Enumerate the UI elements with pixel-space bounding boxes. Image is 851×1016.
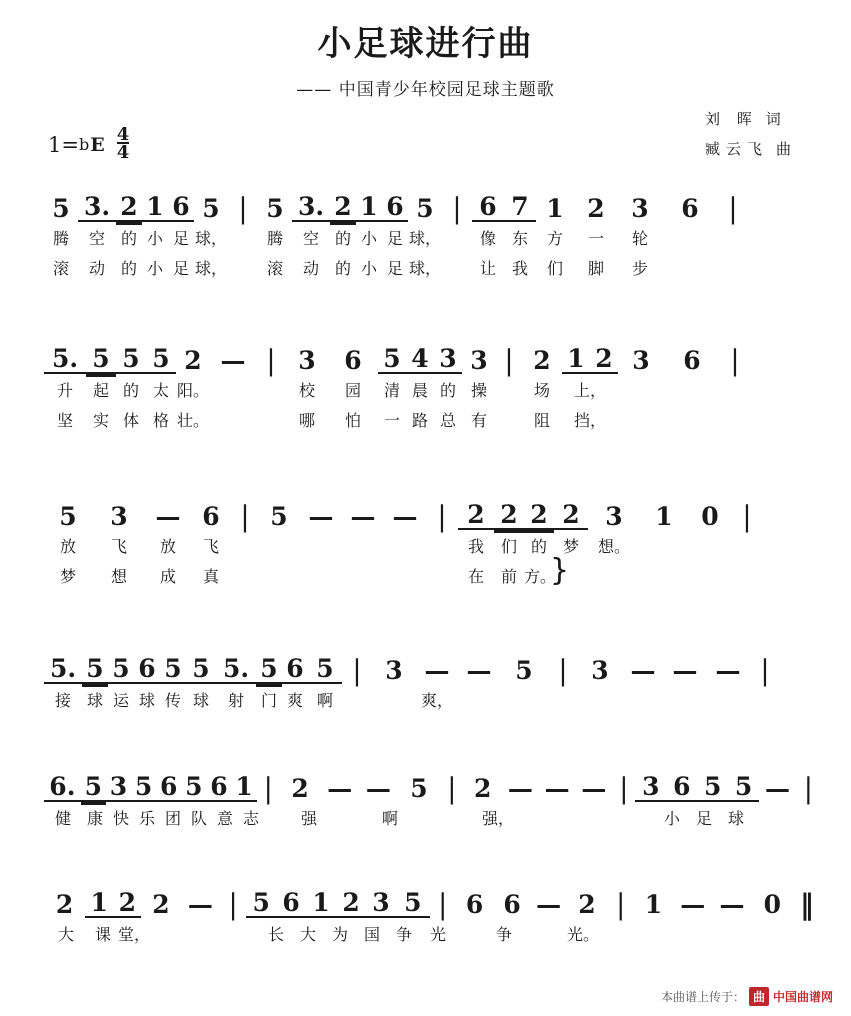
lyric-syllable: 坚 — [56, 410, 73, 430]
note: 2 — [152, 890, 170, 919]
lyric-syllable: 队 — [190, 808, 207, 828]
note: 6 — [683, 346, 701, 375]
lyric-syllable: 强， — [481, 808, 514, 828]
note: 6 — [666, 774, 697, 802]
barline: | — [730, 344, 740, 377]
note: 5 — [697, 774, 728, 802]
lyric-syllable: 方 — [546, 228, 563, 248]
lyric-syllable: 阻 — [533, 410, 550, 430]
watermark-logo-icon: 曲 — [749, 987, 769, 1006]
lyric-syllable: 小 — [663, 808, 680, 828]
note: 1 — [231, 774, 256, 802]
lyric-syllable: 为 — [331, 924, 348, 944]
lyric-syllable: 们 — [546, 258, 563, 278]
note: 5 — [146, 346, 176, 374]
note: 5 — [81, 774, 106, 802]
lyric-syllable: 球 — [86, 690, 103, 710]
note: 3 — [470, 346, 488, 375]
lyric-syllable: 大 — [57, 924, 74, 944]
lyric-syllable: 想 — [110, 566, 127, 586]
lyric-syllable: 太 — [152, 380, 169, 400]
lyric-row-verse1 — [0, 918, 851, 948]
note: 6 — [168, 194, 194, 222]
lyric-syllable: 足 — [386, 258, 403, 278]
notes-row — [0, 328, 851, 377]
lyric-syllable: 场 — [533, 380, 550, 400]
lyric-syllable: 志 — [242, 808, 259, 828]
lyric-syllable: 操 — [470, 380, 487, 400]
note: — — [507, 774, 533, 803]
lyric-syllable: 足 — [695, 808, 712, 828]
lyric-syllable: 起 — [92, 380, 109, 400]
note: 2 — [590, 346, 618, 374]
note: 5 — [270, 502, 288, 531]
lyric-syllable: 格 — [152, 410, 169, 430]
note: — — [630, 656, 656, 685]
lyric-syllable: 球 — [192, 690, 209, 710]
note: 0 — [701, 502, 719, 531]
lyric-syllable: 球 — [727, 808, 744, 828]
lyric-syllable: 我 — [511, 258, 528, 278]
music-system-3 — [0, 484, 851, 590]
barline: | — [228, 888, 238, 921]
credit-role: 词 — [765, 110, 781, 128]
note: — — [536, 890, 562, 919]
barline: | — [760, 654, 770, 687]
lyric-syllable: 啊 — [381, 808, 398, 828]
lyric-syllable: 的 — [439, 380, 456, 400]
lyric-syllable: 的 — [120, 258, 137, 278]
sheet-music-page — [0, 16, 851, 1016]
notes-row — [0, 756, 851, 805]
barline: | — [452, 192, 462, 225]
lyric-row-verse1 — [0, 802, 851, 832]
note: 5 — [108, 656, 134, 684]
lyric-syllable: 爽， — [420, 690, 453, 710]
music-system-4 — [0, 638, 851, 714]
note: 2 — [533, 346, 551, 375]
lyric-syllable: 的 — [120, 228, 137, 248]
lyric-syllable: 接 — [54, 690, 71, 710]
lyric-syllable: 小 — [146, 258, 163, 278]
key-signature — [48, 124, 130, 163]
barline: | — [266, 344, 276, 377]
note: 2 — [474, 774, 492, 803]
note: 6 — [382, 194, 408, 222]
lyric-syllable: 健 — [54, 808, 71, 828]
note: 2 — [116, 194, 142, 222]
lyric-syllable: 前 — [500, 566, 517, 586]
note: 1 — [142, 194, 168, 222]
flat-symbol: b — [78, 135, 90, 154]
lyric-syllable: 长 — [267, 924, 284, 944]
lyric-syllable: 放 — [159, 536, 176, 556]
note: 6. — [44, 774, 81, 802]
lyric-row-verse1 — [0, 374, 851, 404]
lyric-syllable: 小 — [360, 228, 377, 248]
note: 5 — [181, 774, 206, 802]
lyric-syllable: 在 — [467, 566, 484, 586]
page-title: 小足球进行曲 — [317, 24, 534, 64]
note: 5 — [728, 774, 759, 802]
note: 6 — [681, 194, 699, 223]
note: 5 — [160, 656, 186, 684]
lyric-row-verse2: 梦 想 成 真 在 前 方。 } — [0, 560, 851, 590]
lyric-syllable: 团 — [164, 808, 181, 828]
note: — — [466, 656, 492, 685]
lyric-syllable: 空 — [302, 228, 319, 248]
barline: | — [352, 654, 362, 687]
note: 1 — [85, 890, 113, 918]
note: — — [155, 502, 181, 531]
note: 5 — [116, 346, 146, 374]
barline: | — [447, 772, 457, 805]
lyric-syllable: 哪 — [298, 410, 315, 430]
note: 3. — [78, 194, 116, 222]
music-system-5 — [0, 756, 851, 832]
lyric-syllable: 路 — [411, 410, 428, 430]
barline: | — [438, 888, 448, 921]
lyric-syllable: 啊 — [316, 690, 333, 710]
lyric-syllable: 国 — [363, 924, 380, 944]
note: 5. — [44, 656, 82, 684]
note: 3. — [292, 194, 330, 222]
note: 6 — [206, 774, 231, 802]
lyric-syllable: 梦 — [59, 566, 76, 586]
barline: | — [263, 772, 273, 805]
note: 5 — [59, 502, 77, 531]
note: 5 — [52, 194, 70, 223]
lyric-syllable: 堂， — [118, 924, 151, 944]
time-signature — [116, 124, 130, 163]
note: 5 — [131, 774, 156, 802]
lyric-syllable: 升 — [56, 380, 73, 400]
credit-role: 曲 — [775, 140, 791, 158]
note: 6 — [276, 890, 306, 918]
note: 3 — [110, 502, 128, 531]
lyric-syllable: 的 — [334, 258, 351, 278]
watermark — [661, 987, 833, 1006]
note: 2 — [578, 890, 596, 919]
credit-lyricist — [705, 104, 791, 134]
lyric-syllable: 飞 — [202, 536, 219, 556]
lyric-syllable: 实 — [92, 410, 109, 430]
lyric-syllable: 成 — [159, 566, 176, 586]
note: 6 — [465, 890, 484, 919]
note: 5 — [308, 656, 342, 684]
note: 3 — [106, 774, 131, 802]
note: — — [672, 656, 698, 685]
lyric-syllable: 射 — [227, 690, 244, 710]
barline: | — [615, 888, 626, 921]
note: 5 — [246, 890, 276, 918]
lyric-syllable: 晨 — [411, 380, 428, 400]
note: 1 — [655, 502, 673, 531]
note: 3 — [298, 346, 316, 375]
lyric-syllable: 想。 — [597, 536, 630, 556]
barline: | — [558, 654, 568, 687]
note: 6 — [503, 890, 521, 919]
barline: | — [728, 192, 738, 225]
note: 5 — [396, 890, 430, 918]
lyric-syllable: 球， — [194, 228, 227, 248]
notes-row — [0, 484, 851, 533]
lyric-row-verse2 — [0, 404, 851, 434]
barline: | — [803, 772, 814, 805]
note: 2 — [494, 502, 524, 530]
lyric-row-verse1 — [0, 530, 851, 560]
barline: | — [619, 772, 629, 805]
lyric-syllable: 光 — [429, 924, 446, 944]
note: 1 — [306, 890, 336, 918]
barline: | — [504, 344, 514, 377]
lyric-syllable: 总 — [439, 410, 456, 430]
lyric-syllable: 传 — [164, 690, 181, 710]
note: 3 — [385, 656, 403, 685]
lyric-syllable: 球， — [408, 228, 441, 248]
note: — — [187, 890, 213, 919]
lyric-syllable: 门 — [260, 690, 277, 710]
lyric-syllable: 足 — [172, 258, 189, 278]
lyric-syllable: 大 — [299, 924, 316, 944]
note: 3 — [635, 774, 666, 802]
note: 3 — [631, 194, 649, 223]
lyric-syllable: 小 — [146, 228, 163, 248]
lyric-syllable: 动 — [302, 258, 319, 278]
lyric-row-verse1 — [0, 684, 851, 714]
credit-composer — [705, 134, 791, 164]
lyric-syllable: 真 — [202, 566, 219, 586]
credits-block — [705, 104, 791, 164]
note: 2 — [330, 194, 356, 222]
lyric-syllable: 课 — [94, 924, 111, 944]
lyric-syllable: 爽 — [286, 690, 303, 710]
lyric-syllable: 动 — [88, 258, 105, 278]
lyric-syllable: 光。 — [566, 924, 599, 944]
note: — — [680, 890, 706, 919]
lyric-syllable: 球， — [194, 258, 227, 278]
barline: | — [240, 500, 250, 533]
lyric-syllable: 的 — [122, 380, 139, 400]
lyric-syllable: 体 — [122, 410, 139, 430]
notes-row — [0, 872, 851, 921]
note: 5 — [378, 346, 406, 374]
note: 6 — [472, 194, 504, 222]
page-subtitle: —— 中国青少年校园足球主题歌 — [296, 80, 555, 100]
lyric-syllable: 有 — [470, 410, 487, 430]
key-prefix: 1= — [48, 132, 79, 157]
note: 2 — [587, 194, 605, 223]
lyric-syllable: 园 — [344, 380, 361, 400]
lyric-syllable: 滚 — [52, 258, 69, 278]
lyric-syllable: 像 — [479, 228, 496, 248]
lyric-syllable: 小 — [360, 258, 377, 278]
note: — — [350, 502, 376, 531]
note: 2 — [336, 890, 366, 918]
notes-row — [0, 176, 851, 225]
notes-row — [0, 638, 851, 687]
lyric-syllable: 运 — [112, 690, 129, 710]
credit-name: 刘 晖 — [704, 110, 758, 128]
lyric-syllable: 校 — [298, 380, 315, 400]
lyric-syllable: 们 — [500, 536, 517, 556]
note: 2 — [113, 890, 141, 918]
lyric-syllable: 梦 — [562, 536, 579, 556]
lyric-syllable: 球， — [408, 258, 441, 278]
note: 5 — [82, 656, 108, 684]
lyric-syllable: 东 — [511, 228, 528, 248]
note: 5 — [266, 194, 284, 223]
lyric-row-verse1 — [0, 222, 851, 252]
music-system-2 — [0, 328, 851, 434]
note: — — [581, 774, 607, 803]
note: — — [308, 502, 334, 531]
lyric-syllable: 上， — [573, 380, 606, 400]
lyric-syllable: 腾 — [52, 228, 69, 248]
note: 1 — [546, 194, 564, 223]
note: 6 — [134, 656, 160, 684]
lyric-syllable: 我 — [467, 536, 484, 556]
lyric-syllable: 争 — [395, 924, 412, 944]
note: 3 — [366, 890, 396, 918]
lyric-syllable: 清 — [383, 380, 400, 400]
lyric-syllable: 争 — [495, 924, 512, 944]
lyric-syllable: 壮。 — [176, 410, 209, 430]
note: 2 — [554, 502, 588, 530]
lyric-syllable: 意 — [216, 808, 233, 828]
note: — — [764, 774, 790, 803]
note: 5 — [202, 194, 220, 223]
note: 2 — [55, 890, 74, 919]
watermark-site: 中国曲谱网 — [772, 990, 833, 1004]
barline: | — [238, 192, 248, 225]
note: 2 — [458, 502, 494, 530]
note: 2 — [524, 502, 554, 530]
lyric-syllable: 滚 — [266, 258, 283, 278]
note: 5 — [515, 656, 533, 685]
music-system-6 — [0, 872, 851, 948]
lyric-syllable: 足 — [386, 228, 403, 248]
note: 2 — [184, 346, 202, 375]
note: 3 — [591, 656, 609, 685]
final-barline: ‖ — [799, 888, 814, 921]
lyric-syllable: 的 — [334, 228, 351, 248]
music-system-1 — [0, 176, 851, 282]
lyric-syllable: 阳。 — [176, 380, 209, 400]
note: — — [392, 502, 418, 531]
note: 5 — [86, 346, 116, 374]
note: 5 — [186, 656, 216, 684]
lyric-syllable: 飞 — [110, 536, 127, 556]
note: 3 — [434, 346, 462, 374]
note: 5 — [256, 656, 282, 684]
note: 1 — [562, 346, 590, 374]
note: 1 — [356, 194, 382, 222]
note: — — [715, 656, 741, 685]
lyric-syllable: 腾 — [266, 228, 283, 248]
lyric-syllable: 方。 — [524, 566, 557, 586]
credit-name: 臧云飞 — [704, 140, 768, 158]
lyric-syllable: 乐 — [138, 808, 155, 828]
lyric-syllable: 脚 — [587, 258, 604, 278]
note: 5 — [410, 774, 428, 803]
lyric-syllable: 一 — [587, 228, 604, 248]
note: 6 — [202, 502, 220, 531]
note: — — [544, 774, 570, 803]
note: 5 — [416, 194, 434, 223]
note: 7 — [504, 194, 536, 222]
note: — — [365, 774, 391, 803]
lyric-syllable: 放 — [59, 536, 76, 556]
lyric-syllable: 足 — [172, 228, 189, 248]
lyric-syllable: 空 — [88, 228, 105, 248]
note: 6 — [156, 774, 181, 802]
lyric-syllable: 一 — [383, 410, 400, 430]
note: 5. — [216, 656, 256, 684]
lyric-syllable: 挡， — [573, 410, 606, 430]
note: 3 — [632, 346, 650, 375]
key-letter: E — [90, 133, 105, 156]
meter-denominator: 4 — [116, 142, 130, 163]
lyric-syllable: 强 — [300, 808, 317, 828]
note: 1 — [644, 890, 663, 919]
note: 5. — [44, 346, 86, 374]
barline: | — [742, 500, 752, 533]
note: — — [424, 656, 450, 685]
meter-numerator: 4 — [116, 124, 130, 145]
lyric-syllable: 步 — [631, 258, 648, 278]
lyric-syllable: 康 — [86, 808, 103, 828]
lyric-syllable: 怕 — [344, 410, 361, 430]
lyric-syllable: 轮 — [631, 228, 648, 248]
lyric-syllable: 的 — [530, 536, 547, 556]
lyric-syllable: 让 — [479, 258, 496, 278]
note: 6 — [344, 346, 362, 375]
lyric-syllable: 快 — [112, 808, 129, 828]
note: 0 — [763, 890, 781, 919]
note: 4 — [406, 346, 434, 374]
barline: | — [437, 500, 447, 533]
note: — — [719, 890, 745, 919]
note: 3 — [605, 502, 623, 531]
note: 2 — [291, 774, 309, 803]
watermark-prefix: 本曲谱上传于： — [660, 990, 745, 1004]
note: — — [327, 774, 353, 803]
lyric-row-verse2 — [0, 252, 851, 282]
note: — — [220, 346, 246, 375]
lyric-syllable: 球 — [138, 690, 155, 710]
note: 6 — [282, 656, 308, 684]
